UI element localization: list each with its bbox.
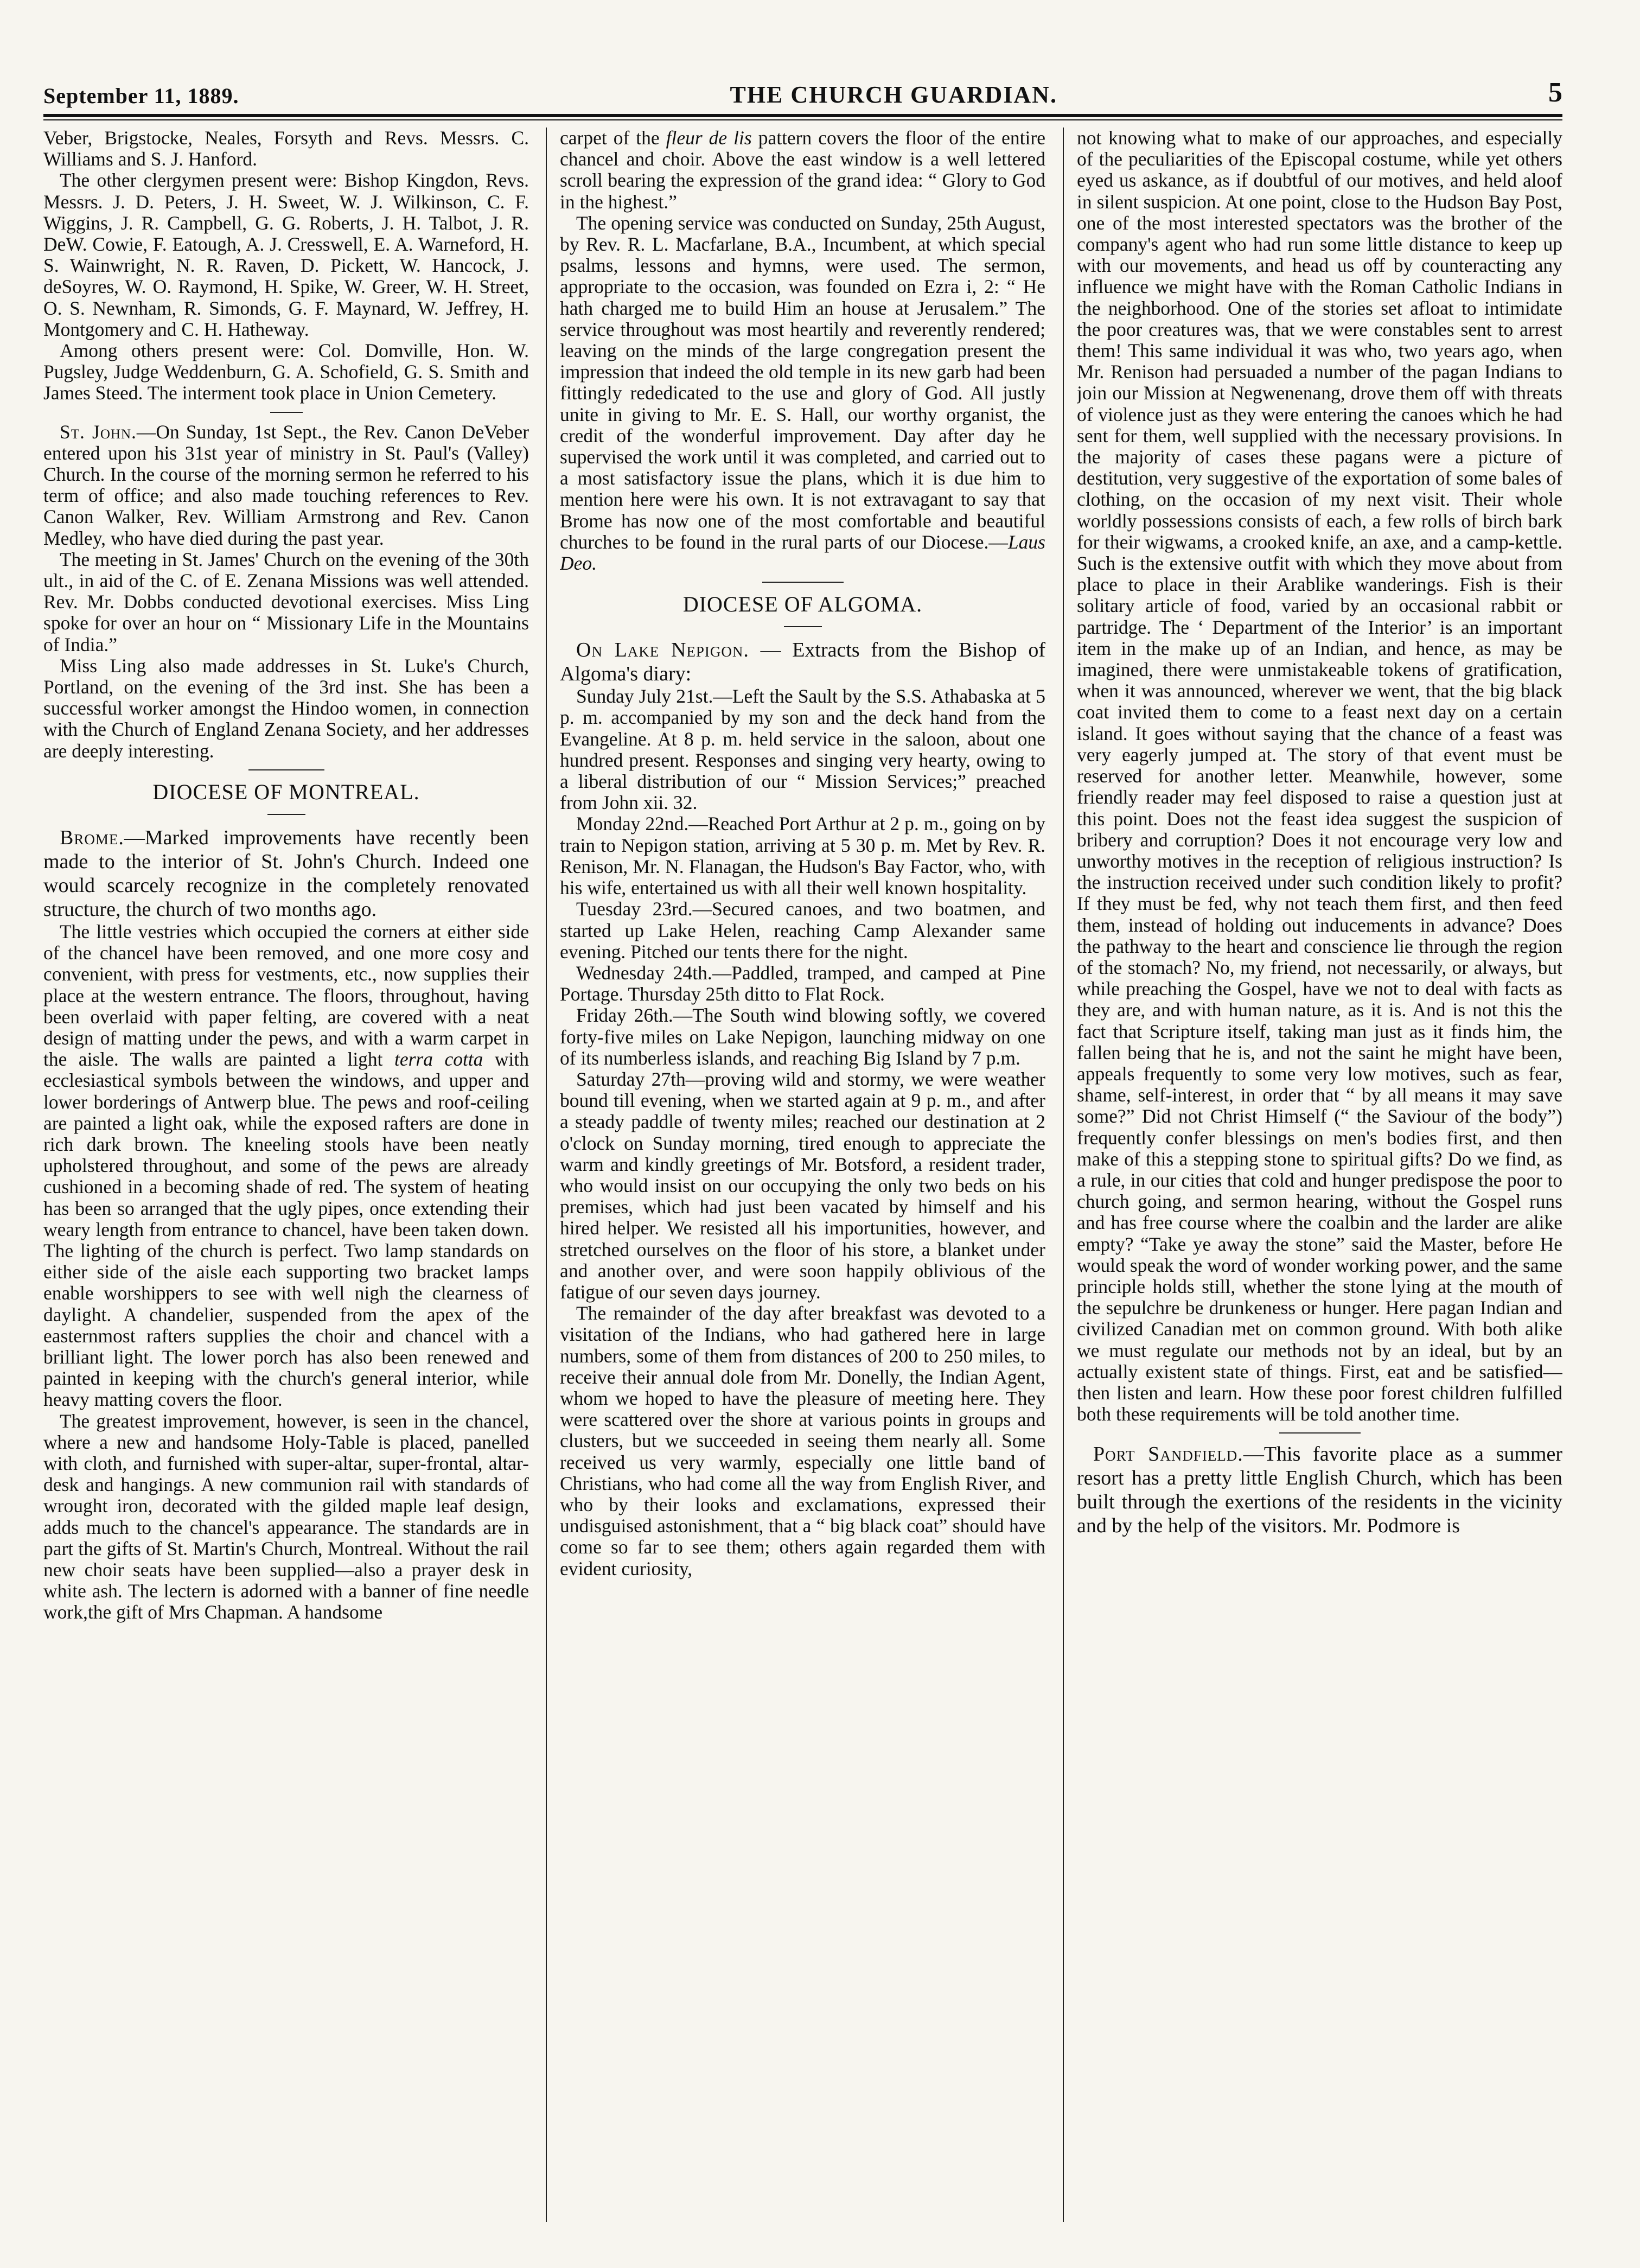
- paragraph: [43, 921, 529, 1411]
- paragraph-text: pattern covers the floor of the entire chancel and choir. Above the east window is a well lettered scroll bearing the expression of the grand idea: “ Glory to God in the highest.”: [560, 128, 1045, 213]
- paragraph-text: —On Sunday, 1st Sept., the Rev. Canon DeVeber entered upon his 31st year of ministry in St. Paul's (Valley) Church. In the course of the morning sermon he referred to his term of office; and also made touching references to Rev. Canon Walker, Rev. William Armstrong and Rev. Canon Medley, who have died during the past year.: [43, 421, 529, 549]
- paragraph-algoma-intro: [560, 638, 1045, 686]
- paragraph-text: with ecclesiastical symbols between the windows, and upper and lower borderings of Antwerp blue. The pews and roof-ceiling are painted a light oak, while the exposed rafters are done in rich dark brown. The kneeling stools have been neatly upholstered throughout, and some of the pews are already cushioned in a becoming shade of red. The system of heating has been so arranged that the ugly pipes, once extending their weary length from entrance to chancel, have been taken down. The lighting of the church is perfect. Two lamp standards on either side of the aisle each supporting two bracket lamps enable worshippers to see with well nigh the clearness of daylight. A chandelier, suspended from the apex of the easternmost rafters supplies the choir and chancel with a brilliant light. The lower porch has also been renewed and painted in keeping with the church's general interior, while heavy matting covers the floor.: [43, 1048, 529, 1411]
- masthead-rule: [43, 114, 1562, 117]
- column-2: [560, 128, 1045, 2227]
- paragraph: [560, 213, 1045, 574]
- newspaper-page: [43, 71, 1562, 2235]
- place-lead: St. John.: [60, 421, 137, 443]
- paragraph-text: carpet of the: [560, 128, 666, 149]
- column-3: [1077, 128, 1562, 2227]
- section-separator: [762, 582, 844, 583]
- place-lead: Brome.: [60, 826, 124, 849]
- paragraph: Veber, Brigstocke, Neales, Forsyth and Revs. Messrs. C. Williams and S. J. Hanford.: [43, 128, 529, 170]
- diary-entry: The remainder of the day after breakfast was devoted to a visitation of the Indians, who had gathered here in large numbers, some of them from distances of 200 to 250 miles, to receive their annual dole from Mr. Donelly, the Indian Agent, whom we hoped to have the pleasure of meeting here. They were scattered over the shore at various points in groups and clusters, but we succeeded in seeing them nearly all. Some received us very warmly, especially one little band of Christians, who had come all the way from English River, and who by their looks and exclamations, expressed their undisguised astonishment, that a “ big black coat” should have come so far to see them; others again regarded them with evident curiosity,: [560, 1302, 1045, 1579]
- masthead-rule-thin: [43, 119, 1562, 120]
- paragraph: The other clergymen present were: Bishop Kingdon, Revs. Messrs. J. D. Peters, J. H. Sweet, W. J. Wilkinson, C. F. Wiggins, J. R. Campbell, G. G. Roberts, J. H. Talbot, J. R. DeW. Cowie, F. Eatough, A. J. Cresswell, E. A. Warneford, H. S. Wainwright, N. R. Raven, D. Pickett, W. Hancock, J. deSoyres, W. O. Raymond, H. Spike, W. Greer, W. H. Street, O. S. Newnham, R. Simonds, G. F. Maynard, W. Jeffrey, H. Montgomery and C. H. Hatheway.: [43, 169, 529, 340]
- paragraph-st-john: [43, 422, 529, 549]
- section-separator: [248, 769, 324, 770]
- column-1: [43, 128, 529, 2227]
- diary-entry: Saturday 27th—proving wild and stormy, we were weather bound till evening, when we started again at 9 p. m., and after a steady paddle of twenty miles; reached our destination at 2 o'clock on Sunday morning, tired enough to appreciate the warm and kindly greetings of Mr. Botsford, a resident trader, who would insist on our occupying the only two beds on his premises, which had just been vacated by himself and his hired helper. We resisted all his importunities, however, and stretched ourselves on the floor of his store, a blanket under and another over, and were soon happily oblivious of the fatigue of our seven days journey.: [560, 1068, 1045, 1303]
- paragraph: Among others present were: Col. Domville, Hon. W. Pugsley, Judge Weddenburn, G. A. Schofield, G. S. Smith and James Steed. The interment took place in Union Cemetery.: [43, 340, 529, 404]
- heading-rule: [784, 626, 822, 627]
- column-divider: [1063, 128, 1064, 2222]
- page-number: 5: [1548, 77, 1562, 108]
- diary-entry: Monday 22nd.—Reached Port Arthur at 2 p. m., going on by train to Nepigon station, arriving at 5 30 p. m. Met by Rev. R. Renison, Mr. N. Flanagan, the Hudson's Bay Factor, who, with his wife, entertained us with all their well known hospitality.: [560, 813, 1045, 899]
- diary-entry: Tuesday 23rd.—Secured canoes, and two boatmen, and started up Lake Helen, reaching Camp Alexander same evening. Pitched our tents there for the night.: [560, 898, 1045, 963]
- heading-rule: [267, 814, 305, 815]
- section-heading: DIOCESE OF ALGOMA.: [682, 592, 923, 617]
- section-separator: [1279, 1432, 1361, 1434]
- masthead: [43, 71, 1562, 109]
- paragraph-text: —Marked improvements have recently been made to the interior of St. John's Church. Indeed one would scarcely recognize in the completely renovated structure, the church of two months ago.: [43, 826, 529, 921]
- paragraph-brome: [43, 826, 529, 921]
- column-divider: [546, 128, 547, 2222]
- issue-date: September 11, 1889.: [43, 84, 239, 108]
- paragraph-text: — Extracts from the Bishop of Algoma's diary:: [560, 639, 1045, 686]
- diary-entry: Sunday July 21st.—Left the Sault by the S.S. Athabaska at 5 p. m. accompanied by my son and the deck hand from the Evangeline. At 8 p. m. held service in the saloon, about one hundred present. Responses and singing very hearty, owing to a liberal distribution of our “ Mission Services;” preached from John xii. 32.: [560, 685, 1045, 814]
- paragraph-text: —This favorite place as a summer resort has a pretty little English Church, which has been built through the exertions of the residents in the vicinity and by the help of the visitors. Mr. Podmore is: [1077, 1443, 1562, 1538]
- signature: Laus Deo.: [560, 531, 1045, 575]
- diary-entry: Wednesday 24th.—Paddled, tramped, and camped at Pine Portage. Thursday 25th ditto to Flat Rock.: [560, 961, 1045, 1005]
- paragraph: [560, 128, 1045, 213]
- section-separator: [270, 412, 303, 413]
- paragraph-port-sandfield: [1077, 1442, 1562, 1538]
- paragraph: Miss Ling also made addresses in St. Luke's Church, Portland, on the evening of the 3rd inst. She has been a successful worker amongst the Hindoo women, in connection with the Church of England Zenana Society, and her addresses are deeply interesting.: [43, 654, 529, 762]
- place-lead: Port Sandfield.: [1093, 1443, 1243, 1466]
- newspaper-title: THE CHURCH GUARDIAN.: [730, 81, 1057, 108]
- paragraph: The greatest improvement, however, is seen in the chancel, where a new and handsome Holy-Table is placed, panelled with cloth, and furnished with super-altar, super-frontal, altar-desk and hangings. A new communion rail with standards of wrought iron, decorated with the gilded maple leaf design, adds much to the chancel's appearance. The standards are in part the gifts of St. Martin's Church, Montreal. Without the rail new choir seats have been supplied—also a prayer desk in white ash. The lectern is adorned with a banner of fine needle work,the gift of Mrs Chapman. A handsome: [43, 1410, 529, 1623]
- paragraph-text: The little vestries which occupied the corners at either side of the chancel have been removed, and one more cosy and convenient, with press for vestments, etc., now supplies their place at the western entrance. The floors, throughout, having been overlaid with paper felting, are covered with a neat design of matting under the pews, and with a warm carpet in the aisle. The walls are painted a light: [43, 920, 529, 1071]
- paragraph-text: The opening service was conducted on Sunday, 25th August, by Rev. R. L. Macfarlane, B.A., Incumbent, at which special psalms, lessons and hymns, were used. The sermon, appropriate to the occasion, was founded on Ezra i, 2: “ He hath charged me to build Him an house at Jerusalem.” The service throughout was most heartily and reverently rendered; leaving on the minds of the large congregation present the impression that indeed the old temple in its new garb had been fittingly rededicated to the use and glory of God. All justly unite in giving to Mr. E. S. Hall, our worthy organist, the credit of the wonderful improvement. Day after day he supervised the work until it was completed, and carried out to a most satisfactory issue the plans, which it is due him to mention here were his own. It is not extravagant to say that Brome has now one of the most comfortable and beautiful churches to be found in the rural parts of our Diocese.—: [560, 212, 1045, 553]
- place-lead: On Lake Nepigon.: [576, 639, 749, 662]
- italic-text: terra cotta: [394, 1048, 483, 1071]
- paragraph: not knowing what to make of our approaches, and especially of the peculiarities of the Episcopal costume, while yet others eyed us askance, as if doubtful of our motives, and held aloof in silent suspicion. At one point, close to the Hudson Bay Post, one of the most interested spectators was the brother of the company's agent who had run some little distance to keep up with our movements, and head us off by counteracting any influence we might have with the Roman Catholic Indians in the neighborhood. One of the stories set afloat to intimidate the poor creatures was, that we were constables sent to arrest them! This same individual it was who, two years ago, when Mr. Renison had persuaded a number of the pagan Indians to join our Mission at Negwenenang, drove them off with threats of violence just as they were entering the canoes which he had sent for them, well supplied with the necessary provisions. In the majority of cases these pagans were a picture of destitution, very suggestive of the exportation of some bales of clothing, on the occasion of my next visit. Their whole worldly possessions consists of each, a few rolls of birch bark for their wigwams, a crooked knife, an axe, and a camp-kettle. Such is the extensive outfit with which they move about from place to place in their Arablike wanderings. Fish is their solitary article of food, varied by an occasional rabbit or partridge. The ‘ Department of the Interior’ is an important item in the make up of an Indian, and hence, as may be imagined, there were unmistakeable tokens of gratification, when it was announced, wherever we went, that the big black coat invited them to come to a feast next day on a certain island. It goes without saying that the chance of a feast was very eagerly jumped at. The story of that event must be reserved for another letter. Meanwhile, however, some friendly reader may feel disposed to raise a question just at this point. Does not the feast idea suggest the suspicion of bribery and corruption? Does it not encourage very low and unworthy motives in the reception of religious instruction? Is the instruction received under such condition likely to profit? If they must be fed, why not teach them first, and then feed them, instead of holding out inducements in advance? Does the pathway to the heart and conscience lie through the region of the stomach? No, my friend, not necessarily, or always, but while preaching the Gospel, have we not to deal with facts as they are, and with human nature, as it is. And is not this the fact that Scripture itself, taking man just as it finds him, the fallen being that he is, and not the saint he might have been, appeals frequently to some very low motives, such as fear, shame, self-interest, in order that “ by all means it may save some?” Did not Christ Himself (“ the Saviour of the body”) frequently confer blessings on men's bodies first, and then make of this a stepping stone to spiritual gifts? Do we find, as a rule, in our cities that cold and hunger predispose the poor to church going, and sermon hearing, without the Gospel runs and has free course where the coalbin and the larder are alike empty? “Take ye away the stone” said the Master, before He would speak the word of wonder working power, and the same principle holds still, whether the stone lying at the mouth of the sepulchre be drunkeness or hunger. Here pagan Indian and civilized Canadian met on common ground. With both alike we must regulate our methods not by an ideal, but by an actually existent state of things. First, eat and be satisfied—then listen and learn. How these poor forest children fulfilled both these requirements will be told another time.: [1077, 128, 1562, 1425]
- paragraph: The meeting in St. James' Church on the evening of the 30th ult., in aid of the C. of E. Zenana Missions was well attended. Rev. Mr. Dobbs conducted devotional exercises. Miss Ling spoke for over an hour on “ Missionary Life in the Mountains of India.”: [43, 548, 529, 655]
- italic-text: fleur de lis: [666, 128, 752, 149]
- diary-entry: Friday 26th.—The South wind blowing softly, we covered forty-five miles on Lake Nepigon, launching midway on one of its numberless islands, and reaching Big Island by 7 p.m.: [560, 1004, 1045, 1069]
- section-heading: DIOCESE OF MONTREAL.: [152, 779, 420, 804]
